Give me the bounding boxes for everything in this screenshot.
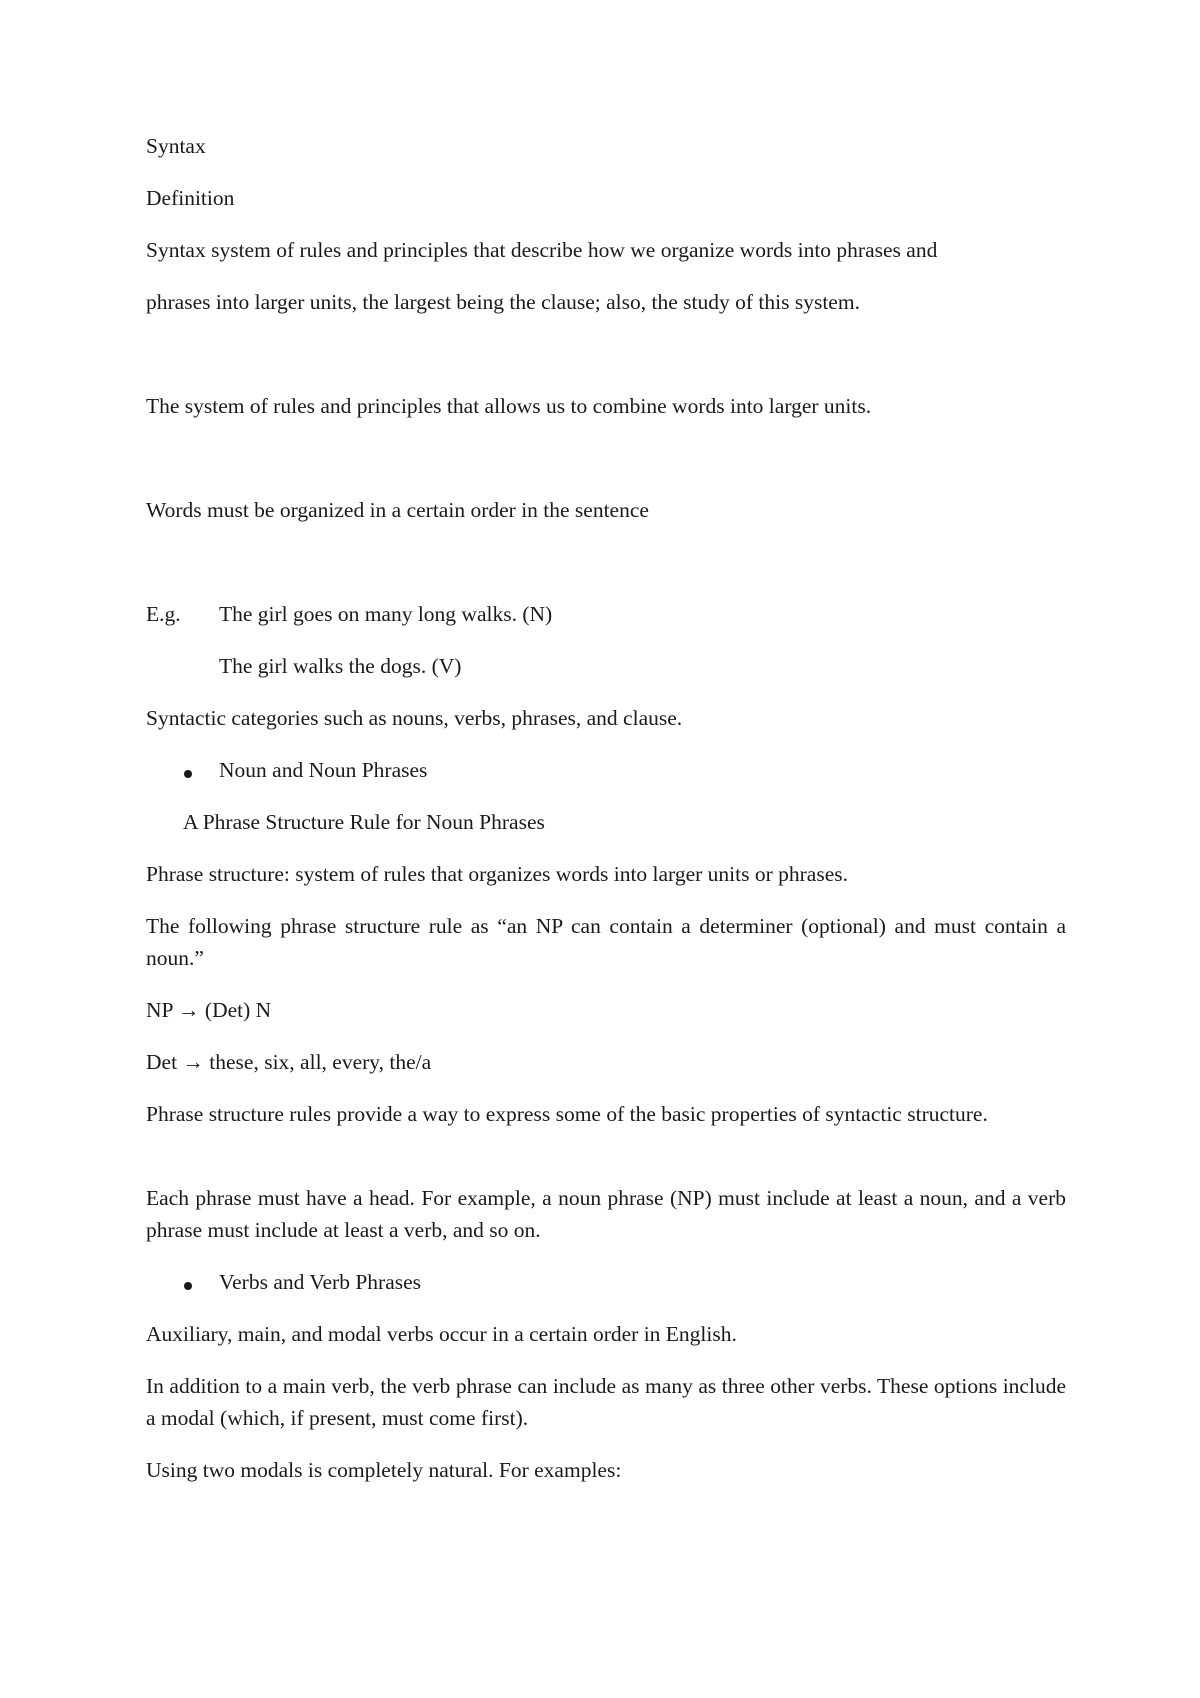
bullet-verb-phrases: Verbs and Verb Phrases — [219, 1270, 422, 1294]
paragraph-system: The system of rules and principles that allows us to combine words into larger units. — [146, 394, 872, 418]
example-sentence-2: The girl walks the dogs. (V) — [219, 654, 462, 678]
paragraph-phrase-structure: Phrase structure: system of rules that organizes words into larger units or phrases. — [146, 862, 848, 886]
definition-line-2: phrases into larger units, the largest being the clause; also, the study of this system. — [146, 290, 860, 314]
bullet-noun-phrases: Noun and Noun Phrases — [219, 758, 428, 782]
paragraph-rules-provide: Phrase structure rules provide a way to express some of the basic properties of syntactic structure. — [146, 1102, 988, 1126]
rule-np: NP → (Det) N — [146, 998, 272, 1022]
document-title: Syntax — [146, 134, 206, 158]
paragraph-following-rule: The following phrase structure rule as “an NP can contain a determiner (optional) and must contain a noun.” — [146, 914, 1066, 970]
paragraph-order: Words must be organized in a certain order in the sentence — [146, 498, 649, 522]
paragraph-head: Each phrase must have a head. For example, a noun phrase (NP) must include at least a noun, and a verb phrase must include at least a verb, and so on. — [146, 1186, 1066, 1242]
bullet-dot-icon — [184, 770, 192, 778]
rule-det: Det → these, six, all, every, the/a — [146, 1050, 432, 1074]
paragraph-categories: Syntactic categories such as nouns, verbs, phrases, and clause. — [146, 706, 683, 730]
example-label: E.g. — [146, 602, 181, 626]
paragraph-auxiliary: Auxiliary, main, and modal verbs occur in a certain order in English. — [146, 1322, 737, 1346]
bullet-dot-icon — [184, 1282, 192, 1290]
definition-line-1: Syntax system of rules and principles that describe how we organize words into phrases and — [146, 238, 938, 262]
paragraph-two-modals: Using two modals is completely natural. For examples: — [146, 1458, 622, 1482]
definition-heading: Definition — [146, 186, 235, 210]
paragraph-addition: In addition to a main verb, the verb phrase can include as many as three other verbs. These options include a modal (which, if present, must come first). — [146, 1374, 1066, 1430]
example-sentence-1: The girl goes on many long walks. (N) — [219, 602, 553, 626]
subheading-phrase-structure-rule: A Phrase Structure Rule for Noun Phrases — [183, 810, 545, 834]
